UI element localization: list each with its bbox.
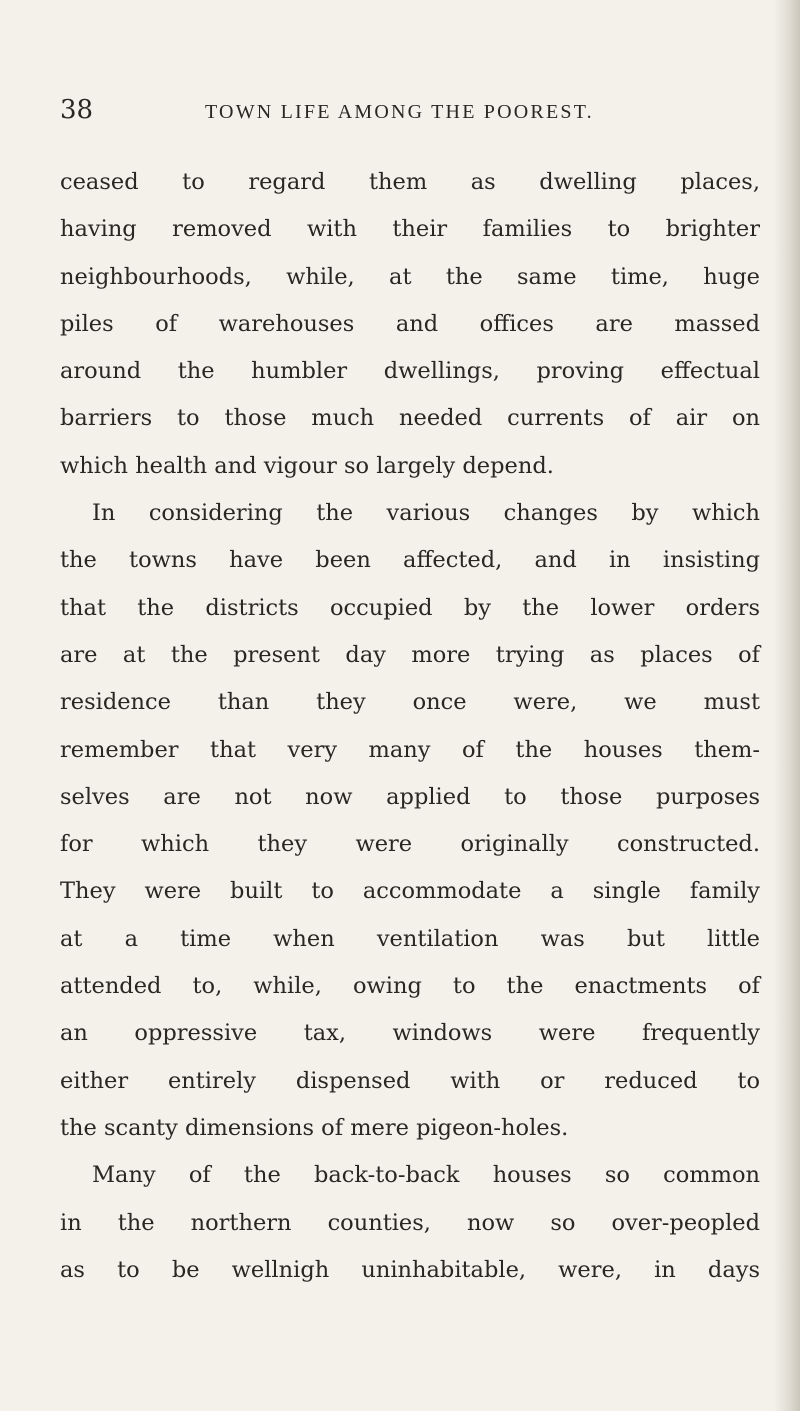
- text-line: as to be wellnigh uninhabitable, were, in days: [60, 1256, 760, 1283]
- running-head: TOWN LIFE AMONG THE POOREST.: [205, 101, 594, 123]
- text-line: selves are not now applied to those purposes: [60, 783, 760, 810]
- text-line: the towns have been affected, and in insisting: [60, 547, 760, 574]
- page-header: [60, 95, 760, 135]
- page-edge-shadow: [774, 0, 800, 1411]
- text-line: neighbourhoods, while, at the same time, huge: [60, 263, 760, 290]
- text-line: having removed with their families to brighter: [60, 216, 760, 243]
- text-line: either entirely dispensed with or reduced to: [60, 1067, 760, 1094]
- text-line: are at the present day more trying as places of: [60, 641, 760, 668]
- text-line: an oppressive tax, windows were frequently: [60, 1020, 760, 1047]
- text-line: They were built to accommodate a single family: [60, 878, 760, 905]
- text-line: which health and vigour so largely depend.: [60, 452, 554, 479]
- text-line: that the districts occupied by the lower orders: [60, 594, 760, 621]
- text-line: attended to, while, owing to the enactments of: [60, 973, 760, 1000]
- page-number: 38: [60, 95, 94, 125]
- text-line: piles of warehouses and offices are massed: [60, 310, 760, 337]
- text-line: Many of the back-to-back houses so common: [92, 1162, 760, 1189]
- text-line: residence than they once were, we must: [60, 689, 760, 716]
- text-line: at a time when ventilation was but little: [60, 925, 760, 952]
- text-line: for which they were originally constructed.: [60, 831, 760, 858]
- text-line: the scanty dimensions of mere pigeon-holes.: [60, 1114, 569, 1141]
- text-line: ceased to regard them as dwelling places,: [60, 169, 760, 195]
- text-line: remember that very many of the houses them-: [60, 736, 760, 763]
- text-line: In considering the various changes by which: [92, 500, 760, 527]
- text-line: in the northern counties, now so over-peopled: [60, 1209, 760, 1236]
- body-text: [60, 163, 760, 1298]
- text-line: around the humbler dwellings, proving effectual: [60, 358, 760, 385]
- text-line: barriers to those much needed currents of air on: [60, 405, 760, 432]
